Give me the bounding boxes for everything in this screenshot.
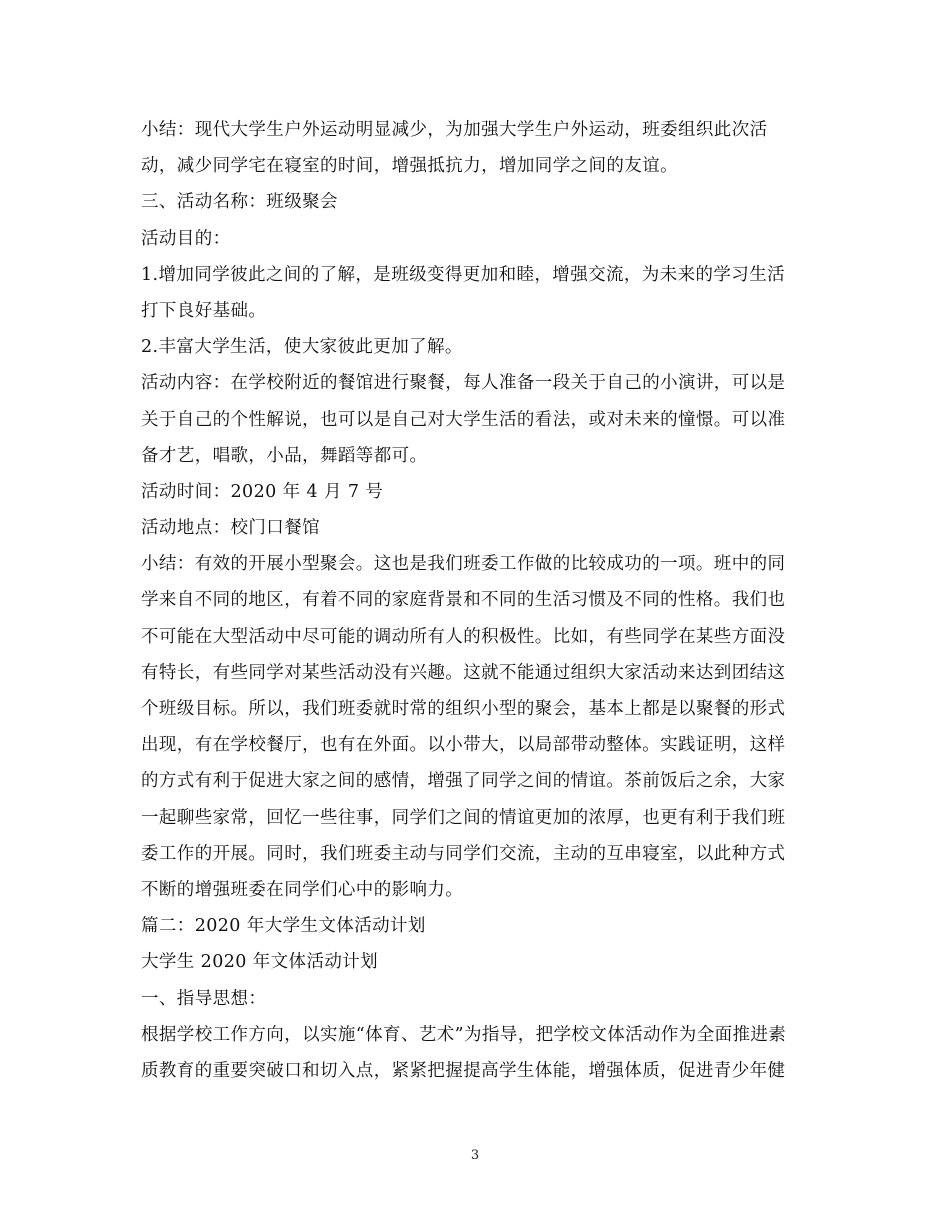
body-text [141, 112, 821, 1089]
text-line: 有特长，有些同学对某些活动没有兴趣。这就不能通过组织大家活动来达到团结这 [141, 662, 786, 683]
text-line: 个班级目标。所以，我们班委就时常的组织小型的聚会，基本上都是以聚餐的形式 [141, 699, 786, 719]
text-line: 根据学校工作方向，以实施“体育、艺术”为指导，把学校文体活动作为全面推进素 [141, 1024, 787, 1045]
text-line: 2.丰富大学生活，使大家彼此更加了解。 [141, 337, 463, 358]
text-line: 动，减少同学宅在寝室的时间，增强抵抗力，增加同学之间的友谊。 [141, 156, 678, 177]
text-line: 备才艺，唱歌，小品，舞蹈等都可。 [141, 445, 428, 466]
document-title: 大学生 2020 年文体活动计划 [141, 952, 379, 973]
text-line: 活动目的： [141, 228, 231, 249]
text-line: 关于自己的个性解说，也可以是自己对大学生活的看法，或对未来的憧憬。可以准 [141, 409, 786, 430]
section-heading: 一、指导思想： [141, 988, 267, 1009]
text-line: 活动时间：2020 年 4 月 7 号 [141, 481, 384, 502]
page-number: 3 [470, 1148, 480, 1163]
text-line: 小结：有效的开展小型聚会。这也是我们班委工作做的比较成功的一项。班中的同 [141, 554, 786, 575]
text-line: 质教育的重要突破口和切入点，紧紧把握提高学生体能，增强体质，促进青少年健 [141, 1060, 786, 1081]
text-line: 的方式有利于促进大家之间的感情，增强了同学之间的情谊。茶前饭后之余，大家 [141, 771, 786, 792]
text-line: 一起聊些家常，回忆一些往事，同学们之间的情谊更加的浓厚，也更有利于我们班 [141, 807, 786, 828]
text-line: 打下良好基础。 [141, 300, 267, 321]
section-heading: 篇二：2020 年大学生文体活动计划 [141, 916, 426, 937]
text-line: 不断的增强班委在同学们心中的影响力。 [141, 879, 464, 900]
text-line: 1.增加同学彼此之间的了解，是班级变得更加和睦，增强交流，为未来的学习生活 [141, 264, 785, 285]
text-line: 小结：现代大学生户外运动明显减少，为加强大学生户外运动，班委组织此次活 [141, 120, 768, 140]
text-line: 委工作的开展。同时，我们班委主动与同学们交流，主动的互串寝室，以此种方式 [141, 843, 786, 864]
text-line: 出现，有在学校餐厅，也有在外面。以小带大，以局部带动整体。实践证明，这样 [141, 735, 786, 756]
text-line: 活动地点：校门口餐馆 [141, 518, 320, 539]
text-line: 学来自不同的地区，有着不同的家庭背景和不同的生活习惯及不同的性格。我们也 [141, 590, 786, 611]
text-line: 活动内容：在学校附近的餐馆进行聚餐，每人准备一段关于自己的小演讲，可以是 [141, 373, 786, 394]
section-heading: 三、活动名称：班级聚会 [141, 192, 338, 213]
text-line: 不可能在大型活动中尽可能的调动所有人的积极性。比如，有些同学在某些方面没 [141, 626, 786, 647]
